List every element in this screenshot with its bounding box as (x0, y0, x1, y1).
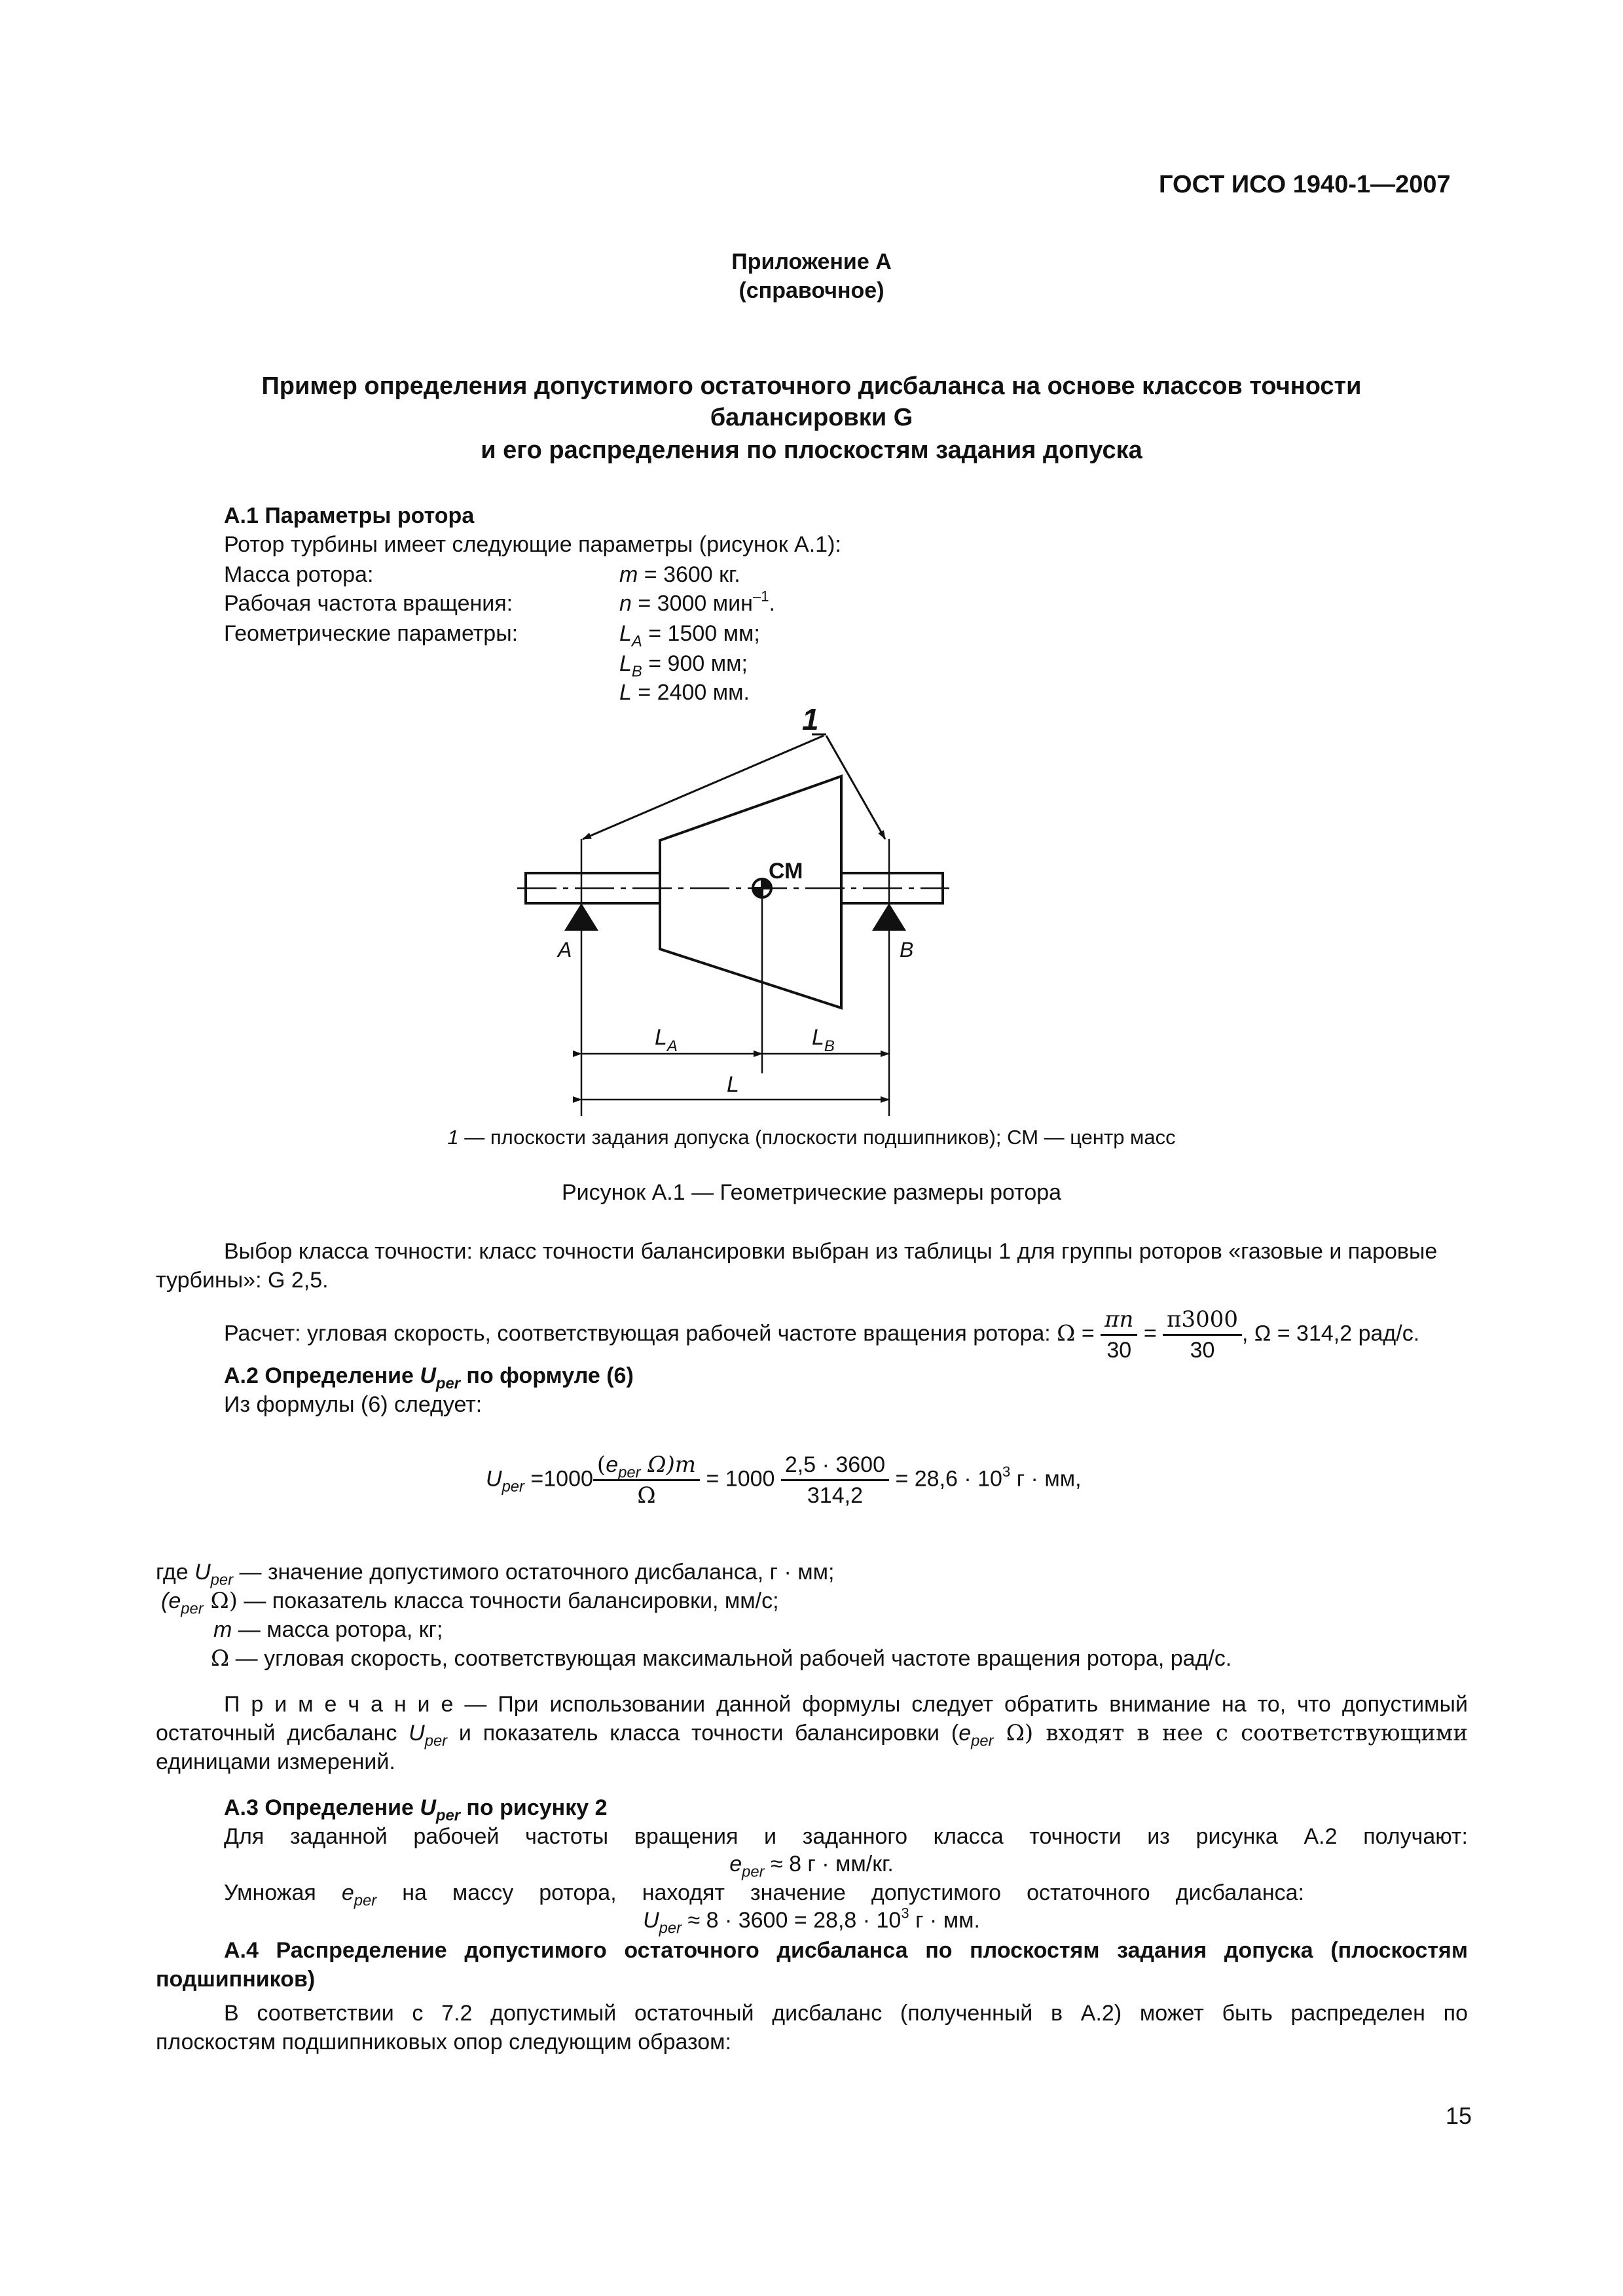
param-mass-value: m = 3600 кг. (619, 562, 740, 587)
callout-number: 1 (802, 702, 819, 736)
dimension-lb-label: $L_B$ (812, 1025, 835, 1055)
appendix-title: Приложение А (731, 249, 892, 274)
section-a3-heading: А.3 Определение $U_{per}$ по рисунку 2 (224, 1795, 608, 1825)
dimension-l-label: L (727, 1072, 739, 1097)
rotor-figure (458, 694, 1178, 1126)
uper-approx: $U_{per} \approx 8 \cdot 3600 = 28,8 \cdot 10^3$ г · мм. (643, 1905, 980, 1937)
param-mass-label: Масса ротора: (224, 562, 374, 587)
section-a4-text-line2: плоскостям подшипниковых опор следующим образом: (156, 2030, 731, 2054)
where-omega: Ω — угловая скорость, соответствующая максимальной рабочей частоте вращения ротора, рад/с. (211, 1645, 1232, 1672)
section-a4-heading-line2: подшипников) (156, 1967, 316, 1992)
bearing-a-label: A (558, 938, 572, 961)
section-a3-line1: Для заданной рабочей частоты вращения и заданного класса точности из рисунка А.2 получают: (224, 1824, 1468, 1849)
param-lb-value: $L_B = 900$ мм; (619, 651, 748, 681)
main-title-line3: и его распределения по плоскостям задания допуска (481, 437, 1142, 464)
formula-uper: $U_{per} =1000$ $\frac{(e_{per} \Omega)m}{\Omega}$ = 1000 $\frac{2,5 \cdot 3600}{314,2}$ = $28,6 \cdot 10^3$ г · мм, (486, 1452, 1082, 1509)
section-a1-heading: А.1 Параметры ротора (224, 503, 475, 528)
param-speed-label: Рабочая частота вращения: (224, 591, 513, 616)
appendix-kind: (справочное) (739, 278, 884, 303)
figure-caption: Рисунок А.1 — Геометрические размеры ротора (561, 1180, 1062, 1205)
param-l-value: L = 2400 мм. (619, 680, 750, 705)
main-title-line2: балансировки G (710, 404, 913, 431)
section-a1-intro: Ротор турбины имеет следующие параметры (рисунок А.1): (224, 532, 841, 557)
where-uper: где $U_{per}$ — значение допустимого остаточного дисбаланса, г · мм; (156, 1560, 835, 1589)
figure-legend: 1 — плоскости задания допуска (плоскости подшипников); СМ — центр масс (447, 1126, 1176, 1149)
where-eper-omega: ($e_{per}$ Ω) — показатель класса точности балансировки, мм/с; (161, 1588, 779, 1618)
eper-approx: $e_{per} \approx 8$ г · мм/кг. (729, 1852, 894, 1881)
section-a3-line2: Умножая $e_{per}$ на массу ротора, находят значение допустимого остаточного дисбаланса: (224, 1880, 1304, 1910)
page-number: 15 (1446, 2102, 1472, 2129)
class-choice-paragraph: Выбор класса точности: класс точности балансировки выбран из таблицы 1 для группы роторов «газовые и паровые турбины»: G 2,5. (156, 1239, 1438, 1293)
omega-calculation: Расчет: угловая скорость, соответствующая рабочей частоте вращения ротора: Ω = $\frac{\pi n}{30}$ = $\frac{\pi 3000}{30}$ , Ω = 314,2 рад/с. (224, 1306, 1420, 1363)
param-geom-label: Геометрические параметры: (224, 621, 519, 646)
param-speed-value: n = 3000 мин$^{-1}$. (619, 588, 775, 616)
note-line2: остаточный дисбаланс $U_{per}$ и показатель класса точности балансировки ($e_{per}$ Ω) входят в нее с соответствующими (156, 1720, 1468, 1750)
rotor-body (660, 776, 841, 1008)
section-a2-intro: Из формулы (6) следует: (224, 1392, 483, 1417)
note-line1: П р и м е ч а н и е — При использовании данной формулы следует обратить внимание на то, что допустимый (224, 1692, 1468, 1717)
cm-label: СМ (769, 859, 803, 884)
document-code: ГОСТ ИСО 1940-1—2007 (1159, 171, 1451, 198)
main-title-line1: Пример определения допустимого остаточного дисбаланса на основе классов точности (261, 372, 1362, 400)
note-line3: единицами измерений. (156, 1749, 395, 1774)
param-la-value: $L_A = 1500$ мм; (619, 621, 760, 651)
section-a4-heading-line1: А.4 Распределение допустимого остаточного дисбаланса по плоскостям задания допуска (плоскостям (224, 1938, 1468, 1963)
section-a2-heading: А.2 Определение $U_{per}$ по формуле (6) (224, 1363, 634, 1393)
dimension-la-label: $L_A$ (655, 1025, 678, 1055)
section-a4-text-line1: В соответствии с 7.2 допустимый остаточный дисбаланс (полученный в А.2) может быть распределен по (224, 2001, 1468, 2026)
bearing-b-label: B (900, 938, 914, 961)
where-m: m — масса ротора, кг; (213, 1617, 443, 1642)
